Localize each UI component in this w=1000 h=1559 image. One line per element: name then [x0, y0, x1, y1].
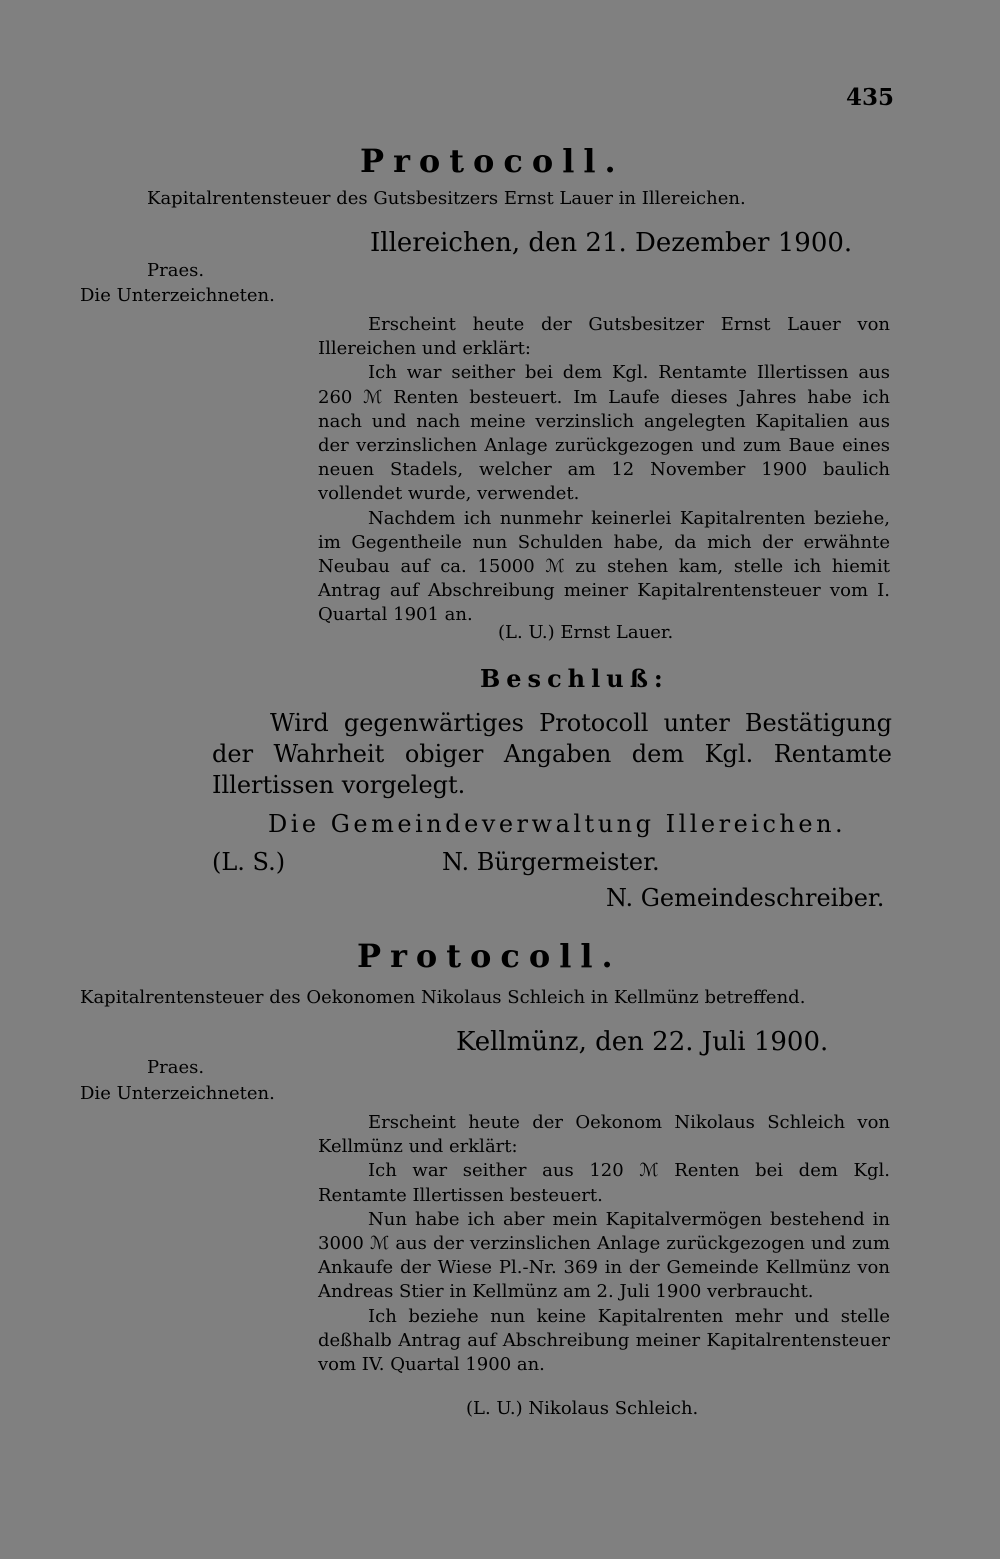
decision-paragraph: Wird gegenwärtiges Protocoll unter Bestätigung der Wahrheit obiger Angaben dem Kgl. Rentamte Illertissen vorgelegt. — [212, 709, 892, 799]
protocol1-paragraph: Ich war seither bei dem Kgl. Rentamte Illertissen aus 260 ℳ Renten besteuert. Im Laufe dieses Jahres habe ich nach und nach meine verzinslich angelegten Kapitalien aus der verzinslichen Anlage zurückgezogen und zum Baue eines neuen Stadels, welcher am 12 November 1900 baulich vollendet wurde, verwendet. — [318, 362, 890, 505]
mayor-signature: N. Bürgermeister. — [442, 848, 660, 876]
protocol2-dateline: Kellmünz, den 22. Juli 1900. — [456, 1027, 829, 1057]
protocol1-signatories: Die Unterzeichneten. — [80, 285, 275, 306]
protocol2-body — [318, 1111, 890, 1377]
protocol1-paragraph: Nachdem ich nunmehr keinerlei Kapitalrenten beziehe, im Gegentheile nun Schulden habe, da mich der erwähnte Neubau auf ca. 15000 ℳ zu stehen kam, stelle ich hiemit Antrag auf Abschreibung meiner Kapitalrentensteuer vom I. Quartal 1901 an. — [318, 507, 890, 626]
protocol2-paragraph: Ich war seither aus 120 ℳ Renten bei dem Kgl. Rentamte Illertissen besteuert. — [318, 1160, 890, 1206]
authority-line: Die Gemeindeverwaltung Illereichen. — [268, 810, 847, 838]
protocol2-paragraph: Ich beziehe nun keine Kapitalrenten mehr und stelle deßhalb Antrag auf Abschreibung meiner Kapitalrentensteuer vom IV. Quartal 1900 an. — [318, 1305, 890, 1376]
protocol2-title: Protocoll. — [357, 937, 622, 975]
seal-mark: (L. S.) — [212, 848, 286, 876]
protocol1-signature: (L. U.) Ernst Lauer. — [498, 622, 674, 643]
protocol2-praes: Praes. — [147, 1057, 205, 1078]
protocol2-paragraph: Nun habe ich aber mein Kapitalvermögen bestehend in 3000 ℳ aus der verzinslichen Anlage zurückgezogen und zum Ankaufe der Wiese Pl.-Nr. 369 in der Gemeinde Kellmünz von Andreas Stier in Kellmünz am 2. Juli 1900 verbraucht. — [318, 1208, 890, 1303]
protocol1-praes: Praes. — [147, 260, 205, 281]
clerk-signature: N. Gemeindeschreiber. — [606, 884, 885, 912]
protocol1-body — [318, 313, 890, 628]
protocol1-subtitle: Kapitalrentensteuer des Gutsbesitzers Ernst Lauer in Illereichen. — [147, 188, 746, 209]
protocol2-subtitle: Kapitalrentensteuer des Oekonomen Nikolaus Schleich in Kellmünz betreffend. — [80, 987, 806, 1008]
protocol1-paragraph: Erscheint heute der Gutsbesitzer Ernst Lauer von Illereichen und erklärt: — [318, 314, 890, 360]
protocol1-title: Protocoll. — [360, 142, 625, 180]
page-number: 435 — [846, 84, 895, 111]
protocol2-signature: (L. U.) Nikolaus Schleich. — [466, 1398, 699, 1419]
decision-heading: Beschluß: — [480, 664, 669, 693]
decision-text — [212, 708, 892, 801]
protocol2-signatories: Die Unterzeichneten. — [80, 1083, 275, 1104]
protocol1-dateline: Illereichen, den 21. Dezember 1900. — [370, 228, 853, 258]
protocol2-paragraph: Erscheint heute der Oekonom Nikolaus Schleich von Kellmünz und erklärt: — [318, 1112, 890, 1158]
